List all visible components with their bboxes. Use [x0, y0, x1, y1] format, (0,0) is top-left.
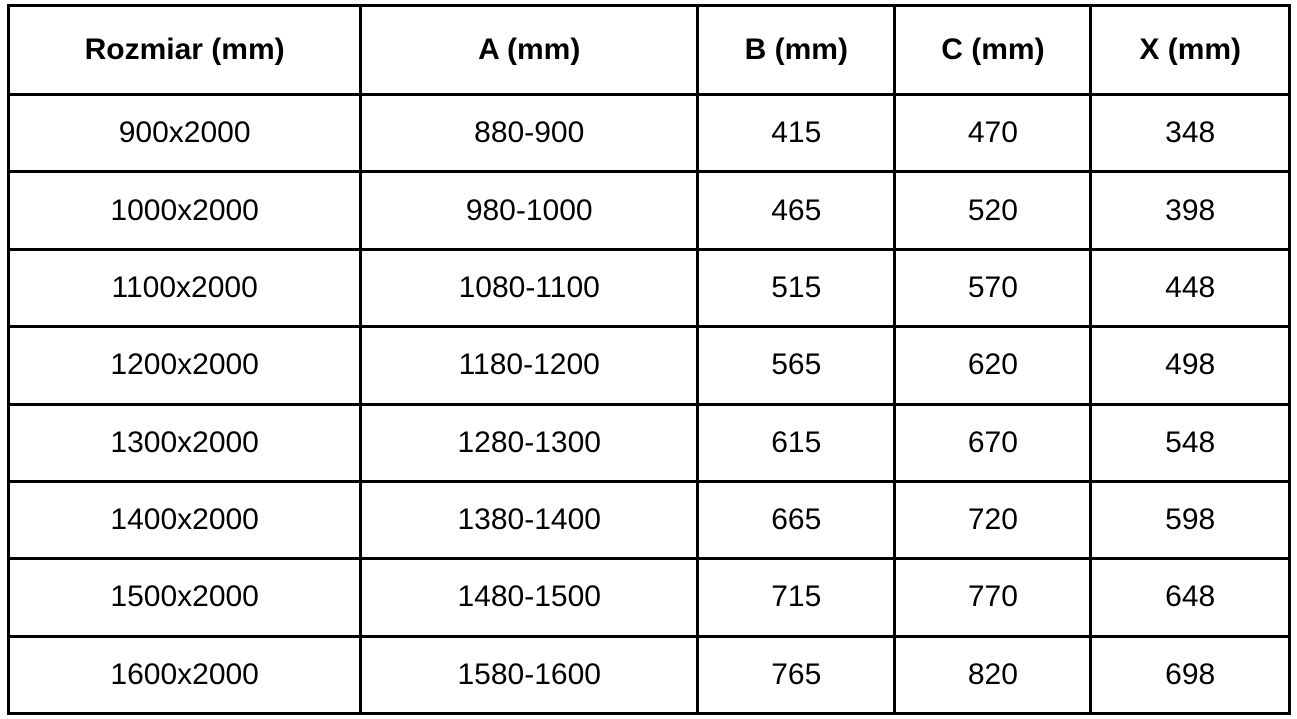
cell-c: 470 — [895, 95, 1091, 172]
cell-x: 598 — [1091, 481, 1290, 558]
cell-a: 1280-1300 — [361, 404, 698, 481]
cell-rozmiar: 1000x2000 — [9, 172, 361, 249]
cell-b: 565 — [698, 327, 895, 404]
cell-rozmiar: 1300x2000 — [9, 404, 361, 481]
table-row — [9, 404, 1290, 481]
cell-a: 880-900 — [361, 95, 698, 172]
cell-c: 670 — [895, 404, 1091, 481]
cell-x: 448 — [1091, 249, 1290, 326]
column-header-b: B (mm) — [698, 6, 895, 95]
size-specification-table — [7, 4, 1291, 715]
cell-rozmiar: 1100x2000 — [9, 249, 361, 326]
cell-c: 770 — [895, 559, 1091, 636]
cell-b: 665 — [698, 481, 895, 558]
cell-c: 820 — [895, 636, 1091, 713]
cell-x: 648 — [1091, 559, 1290, 636]
spec-table — [7, 4, 1291, 715]
cell-x: 498 — [1091, 327, 1290, 404]
cell-b: 765 — [698, 636, 895, 713]
column-header-a: A (mm) — [361, 6, 698, 95]
cell-b: 715 — [698, 559, 895, 636]
cell-rozmiar: 1600x2000 — [9, 636, 361, 713]
table-row — [9, 249, 1290, 326]
table-row — [9, 636, 1290, 713]
column-header-rozmiar: Rozmiar (mm) — [9, 6, 361, 95]
cell-a: 1480-1500 — [361, 559, 698, 636]
cell-a: 1380-1400 — [361, 481, 698, 558]
table-row — [9, 327, 1290, 404]
cell-c: 720 — [895, 481, 1091, 558]
header-row — [9, 6, 1290, 95]
cell-b: 465 — [698, 172, 895, 249]
cell-x: 548 — [1091, 404, 1290, 481]
cell-x: 348 — [1091, 95, 1290, 172]
cell-a: 1080-1100 — [361, 249, 698, 326]
table-row — [9, 481, 1290, 558]
cell-rozmiar: 1500x2000 — [9, 559, 361, 636]
cell-x: 398 — [1091, 172, 1290, 249]
cell-b: 415 — [698, 95, 895, 172]
table-row — [9, 172, 1290, 249]
cell-a: 1580-1600 — [361, 636, 698, 713]
cell-c: 570 — [895, 249, 1091, 326]
cell-rozmiar: 1200x2000 — [9, 327, 361, 404]
cell-rozmiar: 1400x2000 — [9, 481, 361, 558]
column-header-x: X (mm) — [1091, 6, 1290, 95]
cell-x: 698 — [1091, 636, 1290, 713]
cell-c: 620 — [895, 327, 1091, 404]
table-row — [9, 95, 1290, 172]
cell-b: 515 — [698, 249, 895, 326]
cell-c: 520 — [895, 172, 1091, 249]
cell-b: 615 — [698, 404, 895, 481]
cell-rozmiar: 900x2000 — [9, 95, 361, 172]
column-header-c: C (mm) — [895, 6, 1091, 95]
cell-a: 1180-1200 — [361, 327, 698, 404]
cell-a: 980-1000 — [361, 172, 698, 249]
table-row — [9, 559, 1290, 636]
